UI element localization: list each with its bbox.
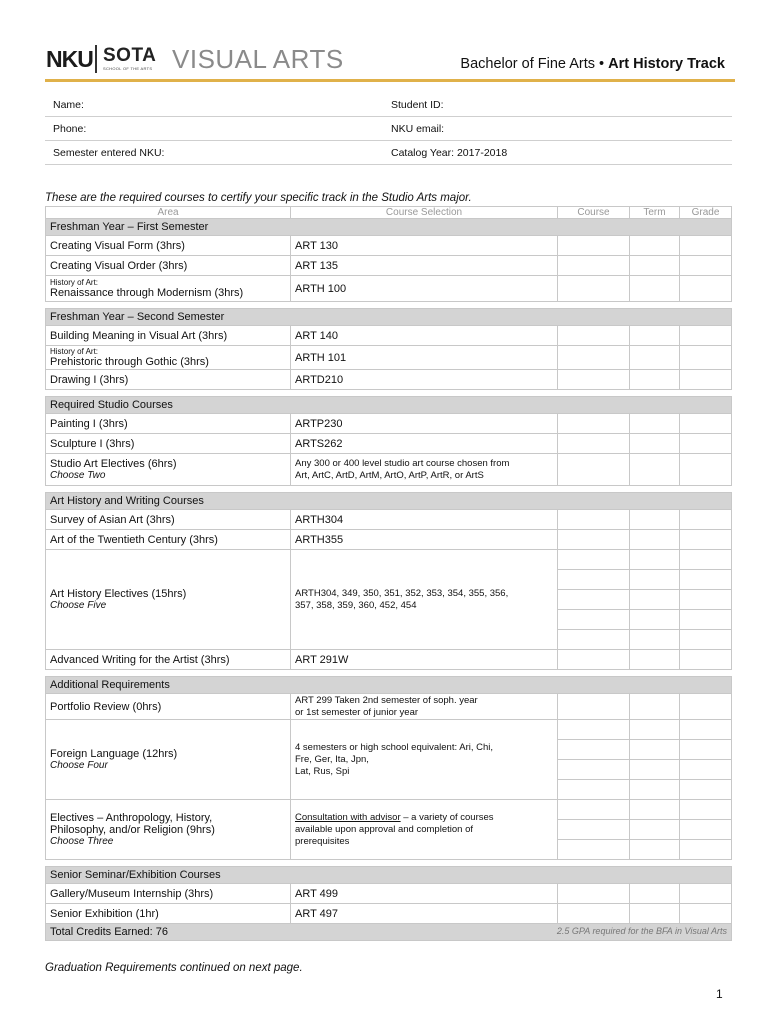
term-cell[interactable] — [630, 550, 680, 570]
course-cell[interactable] — [558, 840, 630, 860]
term-cell[interactable] — [630, 510, 680, 530]
course-cell[interactable] — [558, 346, 630, 370]
table-row: Studio Art Electives (6hrs) Choose Two Any 300 or 400 level studio art course chosen from Art, ArtC, ArtD, ArtM, ArtO, ArtP, ArtR, or ArtS — [46, 454, 732, 486]
course-cell[interactable] — [558, 550, 630, 570]
term-cell[interactable] — [630, 650, 680, 670]
term-cell[interactable] — [630, 630, 680, 650]
term-cell[interactable] — [630, 780, 680, 800]
term-cell[interactable] — [630, 530, 680, 550]
term-cell[interactable] — [630, 884, 680, 904]
table-row: Sculpture I (3hrs) ARTS262 — [46, 434, 732, 454]
gpa-note: 2.5 GPA required for the BFA in Visual Arts — [556, 926, 727, 936]
term-cell[interactable] — [630, 694, 680, 720]
sota-logo: SOTA — [103, 45, 157, 66]
grade-cell[interactable] — [680, 590, 732, 610]
grade-cell[interactable] — [680, 610, 732, 630]
course-cell[interactable] — [558, 530, 630, 550]
grade-cell[interactable] — [680, 630, 732, 650]
table-row: Survey of Asian Art (3hrs) ARTH304 — [46, 510, 732, 530]
intro-text: These are the required courses to certify your specific track in the Studio Arts major. — [45, 192, 472, 204]
term-cell[interactable] — [630, 414, 680, 434]
grade-cell[interactable] — [680, 510, 732, 530]
table-row: Building Meaning in Visual Art (3hrs) ART 140 — [46, 326, 732, 346]
col-grade: Grade — [680, 207, 732, 219]
grade-cell[interactable] — [680, 256, 732, 276]
course-cell[interactable] — [558, 694, 630, 720]
section-header: Senior Seminar/Exhibition Courses — [46, 867, 732, 884]
name-field[interactable]: Name: — [53, 99, 84, 111]
term-cell[interactable] — [630, 570, 680, 590]
grade-cell[interactable] — [680, 780, 732, 800]
term-cell[interactable] — [630, 800, 680, 820]
course-cell[interactable] — [558, 326, 630, 346]
grade-cell[interactable] — [680, 740, 732, 760]
course-cell[interactable] — [558, 720, 630, 740]
course-cell[interactable] — [558, 276, 630, 302]
course-cell[interactable] — [558, 570, 630, 590]
table-row: Art of the Twentieth Century (3hrs) ARTH355 — [46, 530, 732, 550]
term-cell[interactable] — [630, 740, 680, 760]
section-header: Freshman Year – First Semester — [46, 219, 732, 236]
course-cell[interactable] — [558, 740, 630, 760]
table-row: Senior Exhibition (1hr) ART 497 — [46, 904, 732, 924]
course-cell[interactable] — [558, 414, 630, 434]
course-cell[interactable] — [558, 510, 630, 530]
grade-cell[interactable] — [680, 370, 732, 390]
term-cell[interactable] — [630, 256, 680, 276]
course-cell[interactable] — [558, 590, 630, 610]
phone-field[interactable]: Phone: — [53, 123, 87, 135]
requirements-table — [45, 206, 732, 941]
col-course: Course — [558, 207, 630, 219]
course-cell[interactable] — [558, 650, 630, 670]
info-row — [45, 117, 732, 141]
course-cell[interactable] — [558, 780, 630, 800]
grade-cell[interactable] — [680, 650, 732, 670]
table-row: Advanced Writing for the Artist (3hrs) ART 291W — [46, 650, 732, 670]
term-cell[interactable] — [630, 236, 680, 256]
grade-cell[interactable] — [680, 570, 732, 590]
course-cell[interactable] — [558, 610, 630, 630]
grade-cell[interactable] — [680, 904, 732, 924]
program-title: Bachelor of Fine Arts • Art History Track — [460, 56, 725, 72]
nku-logo: NKU — [46, 46, 93, 72]
course-cell[interactable] — [558, 820, 630, 840]
info-row — [45, 141, 732, 165]
table-row: Electives – Anthropology, History, Philosophy, and/or Religion (9hrs) Choose Three Consultation with advisor – a variety of courses available upon approval and completion of prerequisites — [46, 800, 732, 820]
grade-cell[interactable] — [680, 276, 732, 302]
grade-cell[interactable] — [680, 326, 732, 346]
col-selection: Course Selection — [291, 207, 558, 219]
grade-cell[interactable] — [680, 800, 732, 820]
term-cell[interactable] — [630, 904, 680, 924]
semester-field[interactable]: Semester entered NKU: — [53, 147, 165, 159]
table-header — [46, 207, 732, 219]
grade-cell[interactable] — [680, 346, 732, 370]
advisor-link[interactable]: Consultation with advisor — [295, 811, 401, 823]
term-cell[interactable] — [630, 590, 680, 610]
table-row: Creating Visual Form (3hrs) ART 130 — [46, 236, 732, 256]
table-row: Foreign Language (12hrs) Choose Four 4 semesters or high school equivalent: Ari, Chi, Fre, Ger, Ita, Jpn, Lat, Rus, Spi — [46, 720, 732, 740]
term-cell[interactable] — [630, 346, 680, 370]
table-row: Art History Electives (15hrs) Choose Five ARTH304, 349, 350, 351, 352, 353, 354, 355, 356, 357, 358, 359, 360, 452, 454 — [46, 550, 732, 570]
grade-cell[interactable] — [680, 884, 732, 904]
header-rule — [45, 79, 735, 82]
total-credits: Total Credits Earned: 76 — [50, 926, 169, 938]
grade-cell[interactable] — [680, 236, 732, 256]
table-row: Creating Visual Order (3hrs) ART 135 — [46, 256, 732, 276]
sota-logo-subtitle: SCHOOL OF THE ARTS — [103, 66, 153, 71]
table-row: History of Art: Renaissance through Modernism (3hrs) ARTH 100 — [46, 276, 732, 302]
grade-cell[interactable] — [680, 720, 732, 740]
catalog-year: Catalog Year: 2017-2018 — [391, 147, 508, 159]
term-cell[interactable] — [630, 276, 680, 302]
term-cell[interactable] — [630, 840, 680, 860]
table-row: Drawing I (3hrs) ARTD210 — [46, 370, 732, 390]
logo-divider — [95, 45, 97, 73]
course-cell[interactable] — [558, 256, 630, 276]
grade-cell[interactable] — [680, 434, 732, 454]
footer-note: Graduation Requirements continued on next page. — [45, 962, 303, 974]
term-cell[interactable] — [630, 434, 680, 454]
term-cell[interactable] — [630, 370, 680, 390]
grade-cell[interactable] — [680, 694, 732, 720]
course-cell[interactable] — [558, 800, 630, 820]
term-cell[interactable] — [630, 610, 680, 630]
table-row: History of Art: Prehistoric through Gothic (3hrs) ARTH 101 — [46, 346, 732, 370]
grade-cell[interactable] — [680, 840, 732, 860]
course-cell[interactable] — [558, 884, 630, 904]
course-cell[interactable] — [558, 760, 630, 780]
col-term: Term — [630, 207, 680, 219]
student-id-field[interactable]: Student ID: — [391, 99, 444, 111]
term-cell[interactable] — [630, 820, 680, 840]
course-cell[interactable] — [558, 454, 630, 486]
email-field[interactable]: NKU email: — [391, 123, 445, 135]
term-cell[interactable] — [630, 760, 680, 780]
grade-cell[interactable] — [680, 530, 732, 550]
section-header: Additional Requirements — [46, 677, 732, 694]
course-cell[interactable] — [558, 370, 630, 390]
total-row — [46, 924, 732, 941]
col-area: Area — [46, 207, 291, 219]
section-header: Art History and Writing Courses — [46, 493, 732, 510]
course-cell[interactable] — [558, 434, 630, 454]
grade-cell[interactable] — [680, 550, 732, 570]
grade-cell[interactable] — [680, 820, 732, 840]
course-cell[interactable] — [558, 904, 630, 924]
course-cell[interactable] — [558, 236, 630, 256]
grade-cell[interactable] — [680, 414, 732, 434]
table-row: Gallery/Museum Internship (3hrs) ART 499 — [46, 884, 732, 904]
term-cell[interactable] — [630, 720, 680, 740]
course-cell[interactable] — [558, 630, 630, 650]
info-row — [45, 93, 732, 117]
grade-cell[interactable] — [680, 454, 732, 486]
grade-cell[interactable] — [680, 760, 732, 780]
table-row: Painting I (3hrs) ARTP230 — [46, 414, 732, 434]
section-header: Required Studio Courses — [46, 397, 732, 414]
visual-arts-logo: VISUAL ARTS — [172, 44, 344, 74]
section-header: Freshman Year – Second Semester — [46, 309, 732, 326]
table-row: Portfolio Review (0hrs) ART 299 Taken 2nd semester of soph. year or 1st semester of junior year — [46, 694, 732, 720]
term-cell[interactable] — [630, 326, 680, 346]
term-cell[interactable] — [630, 454, 680, 486]
page-number: 1 — [716, 987, 723, 1001]
